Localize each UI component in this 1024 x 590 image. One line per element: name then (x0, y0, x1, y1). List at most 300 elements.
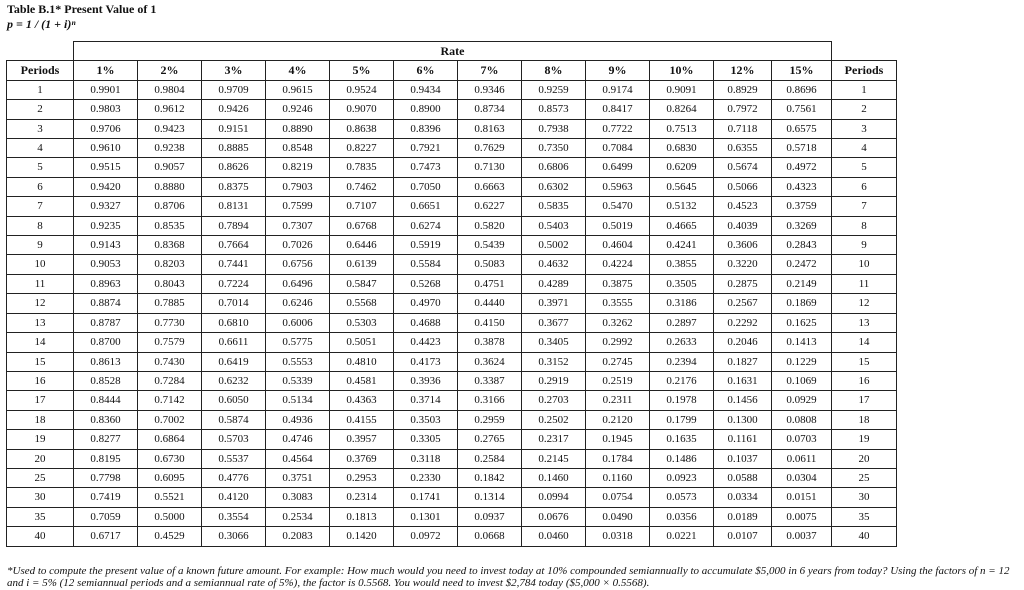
factor-cell: 0.7059 (74, 507, 138, 526)
factor-cell: 0.6446 (330, 236, 394, 255)
period-cell: 9 (7, 236, 74, 255)
factor-cell: 0.6050 (202, 391, 266, 410)
factor-cell: 0.4972 (772, 158, 832, 177)
period-cell: 18 (832, 410, 897, 429)
factor-cell: 0.8613 (74, 352, 138, 371)
factor-cell: 0.3855 (650, 255, 714, 274)
factor-cell: 0.5847 (330, 274, 394, 293)
factor-cell: 0.2703 (522, 391, 586, 410)
factor-cell: 0.6830 (650, 139, 714, 158)
factor-cell: 0.7579 (138, 333, 202, 352)
period-cell: 12 (7, 294, 74, 313)
factor-cell: 0.2176 (650, 371, 714, 390)
factor-cell: 0.8368 (138, 236, 202, 255)
period-cell: 17 (7, 391, 74, 410)
rate-column-header: 15% (772, 61, 832, 80)
factor-cell: 0.3769 (330, 449, 394, 468)
factor-cell: 0.6095 (138, 468, 202, 487)
factor-cell: 0.7307 (266, 216, 330, 235)
rate-header: Rate (74, 42, 832, 61)
factor-cell: 0.6246 (266, 294, 330, 313)
factor-cell: 0.0808 (772, 410, 832, 429)
table-row (7, 177, 897, 196)
factor-cell: 0.4323 (772, 177, 832, 196)
factor-cell: 0.7903 (266, 177, 330, 196)
factor-cell: 0.9346 (458, 80, 522, 99)
factor-cell: 0.4746 (266, 430, 330, 449)
factor-cell: 0.3066 (202, 527, 266, 546)
factor-cell: 0.2046 (714, 333, 772, 352)
factor-cell: 0.0573 (650, 488, 714, 507)
factor-cell: 0.2584 (458, 449, 522, 468)
period-cell: 7 (7, 197, 74, 216)
factor-cell: 0.5066 (714, 177, 772, 196)
factor-cell: 0.1069 (772, 371, 832, 390)
factor-cell: 0.4604 (586, 236, 650, 255)
present-value-table (6, 41, 897, 547)
factor-cell: 0.5718 (772, 139, 832, 158)
factor-cell: 0.6499 (586, 158, 650, 177)
factor-cell: 0.0490 (586, 507, 650, 526)
period-cell: 1 (7, 80, 74, 99)
factor-cell: 0.2875 (714, 274, 772, 293)
factor-cell: 0.3186 (650, 294, 714, 313)
factor-cell: 0.7885 (138, 294, 202, 313)
factor-cell: 0.0189 (714, 507, 772, 526)
factor-cell: 0.5268 (394, 274, 458, 293)
factor-cell: 0.1300 (714, 410, 772, 429)
factor-cell: 0.1420 (330, 527, 394, 546)
factor-cell: 0.5439 (458, 236, 522, 255)
factor-cell: 0.4224 (586, 255, 650, 274)
factor-cell: 0.3759 (772, 197, 832, 216)
factor-cell: 0.1869 (772, 294, 832, 313)
factor-cell: 0.5303 (330, 313, 394, 332)
factor-cell: 0.0037 (772, 527, 832, 546)
factor-cell: 0.9420 (74, 177, 138, 196)
factor-cell: 0.6864 (138, 430, 202, 449)
factor-cell: 0.2959 (458, 410, 522, 429)
factor-cell: 0.3220 (714, 255, 772, 274)
factor-cell: 0.1486 (650, 449, 714, 468)
factor-cell: 0.2145 (522, 449, 586, 468)
factor-cell: 0.1413 (772, 333, 832, 352)
period-cell: 5 (7, 158, 74, 177)
factor-cell: 0.0318 (586, 527, 650, 546)
factor-cell: 0.8396 (394, 119, 458, 138)
period-cell: 25 (832, 468, 897, 487)
factor-cell: 0.8573 (522, 100, 586, 119)
period-cell: 15 (832, 352, 897, 371)
factor-cell: 0.5919 (394, 236, 458, 255)
factor-cell: 0.3505 (650, 274, 714, 293)
factor-cell: 0.6730 (138, 449, 202, 468)
factor-cell: 0.3083 (266, 488, 330, 507)
factor-cell: 0.9524 (330, 80, 394, 99)
factor-cell: 0.0668 (458, 527, 522, 546)
rate-column-header: 8% (522, 61, 586, 80)
factor-cell: 0.0334 (714, 488, 772, 507)
factor-cell: 0.5339 (266, 371, 330, 390)
factor-cell: 0.8043 (138, 274, 202, 293)
factor-cell: 0.4564 (266, 449, 330, 468)
factor-cell: 0.5537 (202, 449, 266, 468)
factor-cell: 0.5019 (586, 216, 650, 235)
rate-header-row (7, 42, 897, 61)
factor-cell: 0.4120 (202, 488, 266, 507)
factor-cell: 0.9709 (202, 80, 266, 99)
factor-cell: 0.8203 (138, 255, 202, 274)
table-row (7, 255, 897, 274)
factor-cell: 0.5835 (522, 197, 586, 216)
factor-cell: 0.9426 (202, 100, 266, 119)
factor-cell: 0.8787 (74, 313, 138, 332)
factor-cell: 0.3269 (772, 216, 832, 235)
factor-cell: 0.7107 (330, 197, 394, 216)
factor-cell: 0.7664 (202, 236, 266, 255)
corner-cell (7, 42, 74, 61)
factor-cell: 0.9091 (650, 80, 714, 99)
factor-cell: 0.8131 (202, 197, 266, 216)
table-row (7, 119, 897, 138)
table-row (7, 449, 897, 468)
period-cell: 3 (7, 119, 74, 138)
factor-cell: 0.3166 (458, 391, 522, 410)
factor-cell: 0.7430 (138, 352, 202, 371)
factor-cell: 0.7014 (202, 294, 266, 313)
factor-cell: 0.5568 (330, 294, 394, 313)
factor-cell: 0.8874 (74, 294, 138, 313)
factor-cell: 0.4936 (266, 410, 330, 429)
period-cell: 30 (832, 488, 897, 507)
factor-cell: 0.7513 (650, 119, 714, 138)
period-cell: 19 (832, 430, 897, 449)
factor-cell: 0.2317 (522, 430, 586, 449)
factor-cell: 0.2472 (772, 255, 832, 274)
factor-cell: 0.3624 (458, 352, 522, 371)
factor-cell: 0.8264 (650, 100, 714, 119)
factor-cell: 0.1945 (586, 430, 650, 449)
factor-cell: 0.5470 (586, 197, 650, 216)
factor-cell: 0.7350 (522, 139, 586, 158)
factor-cell: 0.8219 (266, 158, 330, 177)
factor-cell: 0.5000 (138, 507, 202, 526)
factor-cell: 0.0107 (714, 527, 772, 546)
factor-cell: 0.3936 (394, 371, 458, 390)
factor-cell: 0.3554 (202, 507, 266, 526)
table-row (7, 333, 897, 352)
rate-column-header: 5% (330, 61, 394, 80)
factor-cell: 0.6232 (202, 371, 266, 390)
table-body (7, 80, 897, 546)
table-row (7, 371, 897, 390)
table-row (7, 158, 897, 177)
factor-cell: 0.1827 (714, 352, 772, 371)
factor-cell: 0.2919 (522, 371, 586, 390)
factor-cell: 0.3878 (458, 333, 522, 352)
period-cell: 8 (832, 216, 897, 235)
rate-column-header: 6% (394, 61, 458, 80)
table-row (7, 430, 897, 449)
factor-cell: 0.9423 (138, 119, 202, 138)
rate-column-header: 9% (586, 61, 650, 80)
factor-cell: 0.2311 (586, 391, 650, 410)
factor-cell: 0.1799 (650, 410, 714, 429)
factor-cell: 0.8277 (74, 430, 138, 449)
factor-cell: 0.1456 (714, 391, 772, 410)
factor-cell: 0.6355 (714, 139, 772, 158)
period-cell: 16 (832, 371, 897, 390)
factor-cell: 0.7419 (74, 488, 138, 507)
factor-cell: 0.3606 (714, 236, 772, 255)
factor-cell: 0.2083 (266, 527, 330, 546)
factor-cell: 0.1314 (458, 488, 522, 507)
factor-cell: 0.9515 (74, 158, 138, 177)
factor-cell: 0.0221 (650, 527, 714, 546)
period-cell: 4 (832, 139, 897, 158)
factor-cell: 0.4665 (650, 216, 714, 235)
table-row (7, 527, 897, 546)
factor-cell: 0.1842 (458, 468, 522, 487)
factor-cell: 0.7921 (394, 139, 458, 158)
factor-cell: 0.5002 (522, 236, 586, 255)
period-cell: 2 (7, 100, 74, 119)
table-row (7, 100, 897, 119)
factor-cell: 0.7130 (458, 158, 522, 177)
factor-cell: 0.2633 (650, 333, 714, 352)
factor-cell: 0.3405 (522, 333, 586, 352)
factor-cell: 0.4155 (330, 410, 394, 429)
factor-cell: 0.4810 (330, 352, 394, 371)
factor-cell: 0.7002 (138, 410, 202, 429)
factor-cell: 0.1229 (772, 352, 832, 371)
factor-cell: 0.3262 (586, 313, 650, 332)
factor-cell: 0.4529 (138, 527, 202, 546)
period-cell: 8 (7, 216, 74, 235)
factor-cell: 0.3152 (522, 352, 586, 371)
formula: p = 1 / (1 + i)ⁿ (7, 17, 76, 31)
factor-cell: 0.1635 (650, 430, 714, 449)
factor-cell: 0.1625 (772, 313, 832, 332)
factor-cell: 0.3503 (394, 410, 458, 429)
factor-cell: 0.8885 (202, 139, 266, 158)
factor-cell: 0.2120 (586, 410, 650, 429)
period-cell: 25 (7, 468, 74, 487)
table-row (7, 391, 897, 410)
period-cell: 2 (832, 100, 897, 119)
factor-cell: 0.2745 (586, 352, 650, 371)
table-row (7, 507, 897, 526)
factor-cell: 0.6139 (330, 255, 394, 274)
factor-cell: 0.4150 (458, 313, 522, 332)
factor-cell: 0.1301 (394, 507, 458, 526)
factor-cell: 0.9246 (266, 100, 330, 119)
table-row (7, 294, 897, 313)
factor-cell: 0.4363 (330, 391, 394, 410)
factor-cell: 0.5820 (458, 216, 522, 235)
factor-cell: 0.4039 (714, 216, 772, 235)
factor-cell: 0.7473 (394, 158, 458, 177)
factor-cell: 0.6209 (650, 158, 714, 177)
factor-cell: 0.7224 (202, 274, 266, 293)
factor-cell: 0.8626 (202, 158, 266, 177)
footnote: *Used to compute the present value of a known future amount. For example: How much would you need to invest today at 10% compounded semiannually to accumulate $5,000 in 6 years from today? Using the factors of n = 12 and i = 5% (12 semiannual periods and a semiannual rate of 5%), the factor is 0.5568. You would need to invest $2,784 today ($5,000 × 0.5568). (7, 565, 1010, 589)
factor-cell: 0.8929 (714, 80, 772, 99)
period-cell: 20 (7, 449, 74, 468)
factor-cell: 0.4751 (458, 274, 522, 293)
factor-cell: 0.4289 (522, 274, 586, 293)
period-cell: 5 (832, 158, 897, 177)
factor-cell: 0.4632 (522, 255, 586, 274)
rate-column-header: 4% (266, 61, 330, 80)
rate-column-header: 10% (650, 61, 714, 80)
factor-cell: 0.4440 (458, 294, 522, 313)
table-row (7, 274, 897, 293)
table-row (7, 352, 897, 371)
factor-cell: 0.8638 (330, 119, 394, 138)
period-cell: 35 (832, 507, 897, 526)
factor-cell: 0.2534 (266, 507, 330, 526)
factor-cell: 0.9803 (74, 100, 138, 119)
factor-cell: 0.3957 (330, 430, 394, 449)
factor-cell: 0.1741 (394, 488, 458, 507)
factor-cell: 0.4970 (394, 294, 458, 313)
factor-cell: 0.0151 (772, 488, 832, 507)
rate-column-header: 1% (74, 61, 138, 80)
factor-cell: 0.7462 (330, 177, 394, 196)
factor-cell: 0.1631 (714, 371, 772, 390)
factor-cell: 0.2765 (458, 430, 522, 449)
factor-cell: 0.7722 (586, 119, 650, 138)
period-cell: 7 (832, 197, 897, 216)
factor-cell: 0.8528 (74, 371, 138, 390)
factor-cell: 0.6756 (266, 255, 330, 274)
factor-cell: 0.7142 (138, 391, 202, 410)
table-row (7, 488, 897, 507)
factor-cell: 0.7561 (772, 100, 832, 119)
factor-cell: 0.5553 (266, 352, 330, 371)
factor-cell: 0.5051 (330, 333, 394, 352)
factor-cell: 0.8700 (74, 333, 138, 352)
factor-cell: 0.5645 (650, 177, 714, 196)
factor-cell: 0.1037 (714, 449, 772, 468)
factor-cell: 0.3387 (458, 371, 522, 390)
factor-cell: 0.1460 (522, 468, 586, 487)
factor-cell: 0.2502 (522, 410, 586, 429)
period-cell: 6 (832, 177, 897, 196)
factor-cell: 0.6575 (772, 119, 832, 138)
factor-cell: 0.7284 (138, 371, 202, 390)
factor-cell: 0.5584 (394, 255, 458, 274)
factor-cell: 0.9174 (586, 80, 650, 99)
factor-cell: 0.5403 (522, 216, 586, 235)
factor-cell: 0.9706 (74, 119, 138, 138)
factor-cell: 0.9610 (74, 139, 138, 158)
factor-cell: 0.8417 (586, 100, 650, 119)
factor-cell: 0.9143 (74, 236, 138, 255)
factor-cell: 0.7730 (138, 313, 202, 332)
period-cell: 40 (7, 527, 74, 546)
factor-cell: 0.0994 (522, 488, 586, 507)
factor-cell: 0.1160 (586, 468, 650, 487)
period-cell: 12 (832, 294, 897, 313)
period-cell: 14 (7, 333, 74, 352)
factor-cell: 0.6717 (74, 527, 138, 546)
rate-column-header: 2% (138, 61, 202, 80)
period-cell: 1 (832, 80, 897, 99)
factor-cell: 0.4241 (650, 236, 714, 255)
table-row (7, 236, 897, 255)
factor-cell: 0.9235 (74, 216, 138, 235)
period-cell: 3 (832, 119, 897, 138)
factor-cell: 0.8900 (394, 100, 458, 119)
factor-cell: 0.9327 (74, 197, 138, 216)
factor-cell: 0.8163 (458, 119, 522, 138)
rate-column-header: 12% (714, 61, 772, 80)
factor-cell: 0.0754 (586, 488, 650, 507)
period-cell: 16 (7, 371, 74, 390)
factor-cell: 0.0923 (650, 468, 714, 487)
factor-cell: 0.3971 (522, 294, 586, 313)
factor-cell: 0.6006 (266, 313, 330, 332)
factor-cell: 0.6651 (394, 197, 458, 216)
table-title: Table B.1* Present Value of 1 (7, 2, 157, 16)
factor-cell: 0.8880 (138, 177, 202, 196)
period-cell: 17 (832, 391, 897, 410)
factor-cell: 0.4688 (394, 313, 458, 332)
factor-cell: 0.5674 (714, 158, 772, 177)
periods-header: Periods (7, 61, 74, 80)
factor-cell: 0.7084 (586, 139, 650, 158)
factor-cell: 0.8963 (74, 274, 138, 293)
rate-column-header: 3% (202, 61, 266, 80)
factor-cell: 0.8375 (202, 177, 266, 196)
period-cell: 20 (832, 449, 897, 468)
factor-cell: 0.8444 (74, 391, 138, 410)
factor-cell: 0.1784 (586, 449, 650, 468)
factor-cell: 0.6611 (202, 333, 266, 352)
factor-cell: 0.9804 (138, 80, 202, 99)
factor-cell: 0.2567 (714, 294, 772, 313)
factor-cell: 0.3875 (586, 274, 650, 293)
factor-cell: 0.3555 (586, 294, 650, 313)
factor-cell: 0.7835 (330, 158, 394, 177)
factor-cell: 0.5132 (650, 197, 714, 216)
factor-cell: 0.9053 (74, 255, 138, 274)
factor-cell: 0.7798 (74, 468, 138, 487)
factor-cell: 0.9901 (74, 80, 138, 99)
factor-cell: 0.7972 (714, 100, 772, 119)
factor-cell: 0.9434 (394, 80, 458, 99)
factor-cell: 0.8548 (266, 139, 330, 158)
factor-cell: 0.0929 (772, 391, 832, 410)
factor-cell: 0.6663 (458, 177, 522, 196)
factor-cell: 0.2992 (586, 333, 650, 352)
factor-cell: 0.5083 (458, 255, 522, 274)
period-cell: 4 (7, 139, 74, 158)
factor-cell: 0.0703 (772, 430, 832, 449)
factor-cell: 0.0972 (394, 527, 458, 546)
period-cell: 10 (7, 255, 74, 274)
factor-cell: 0.9238 (138, 139, 202, 158)
period-cell: 11 (7, 274, 74, 293)
period-cell: 10 (832, 255, 897, 274)
factor-cell: 0.6302 (522, 177, 586, 196)
factor-cell: 0.3118 (394, 449, 458, 468)
factor-cell: 0.5775 (266, 333, 330, 352)
factor-cell: 0.5703 (202, 430, 266, 449)
table-row (7, 216, 897, 235)
